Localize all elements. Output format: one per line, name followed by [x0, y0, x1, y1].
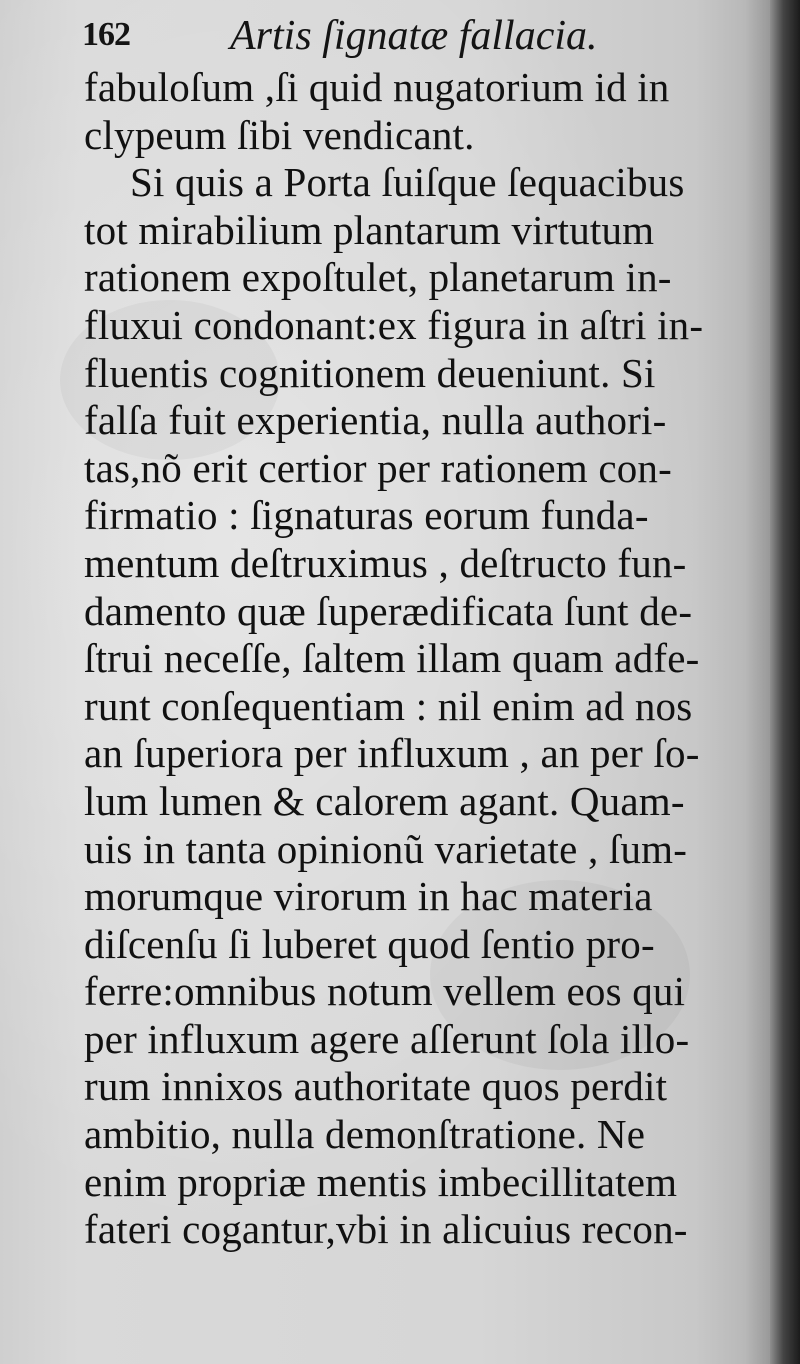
text-line: falſa fuit experientia, nulla authori- — [84, 397, 667, 444]
text-line: fateri cogantur,vbi in alicuius recon- — [84, 1206, 688, 1253]
running-title: Artis ſignatæ fallacia. — [230, 13, 598, 59]
text-line: tas,nõ erit certior per rationem con- — [84, 444, 672, 491]
body-text — [84, 64, 724, 1254]
text-line: an ſuperiora per influxum , an per ſo- — [84, 730, 700, 777]
page-gutter-shadow — [745, 0, 770, 1364]
text-line: enim propriæ mentis imbecillitatem — [84, 1158, 678, 1205]
text-line: runt conſequentiam : nil enim ad nos — [84, 682, 693, 729]
text-line: mentum deſtruximus , deſtructo fun- — [84, 539, 687, 586]
text-line: per influxum agere aſſerunt ſola illo- — [84, 1015, 690, 1062]
text-line: Si quis a Porta ſuiſque ſequacibus — [130, 159, 685, 206]
text-line: fluxui condonant:ex figura in aſtri in- — [84, 301, 704, 348]
text-line: fabuloſum ,ſi quid nugatorium id in — [84, 64, 670, 110]
text-line: ambitio, nulla demonſtratione. Ne — [84, 1111, 646, 1158]
page-header — [82, 10, 722, 66]
text-line: clypeum ſibi vendicant. — [84, 111, 475, 158]
text-line: ſtrui neceſſe, ſaltem illam quam adfe- — [84, 635, 700, 682]
text-line: firmatio : ſignaturas eorum funda- — [84, 492, 649, 539]
text-line: fluentis cognitionem deueniunt. Si — [84, 349, 656, 396]
text-line: tot mirabilium plantarum virtutum — [84, 206, 655, 253]
page-number: 162 — [82, 16, 130, 53]
text-line: damento quæ ſuperædificata ſunt de- — [84, 587, 693, 634]
text-line: rum innixos authoritate quos perdit — [84, 1063, 668, 1110]
text-line: diſcenſu ſi luberet quod ſentio pro- — [84, 920, 655, 967]
text-line: morumque virorum in hac materia — [84, 873, 653, 920]
text-line: lum lumen & calorem agant. Quam- — [84, 777, 685, 824]
text-line: uis in tanta opinionũ varietate , ſum- — [84, 825, 688, 872]
text-line: rationem expoſtulet, planetarum in- — [84, 254, 672, 301]
book-edge — [770, 0, 800, 1364]
text-line: ferre:omnibus notum vellem eos qui — [84, 968, 686, 1015]
